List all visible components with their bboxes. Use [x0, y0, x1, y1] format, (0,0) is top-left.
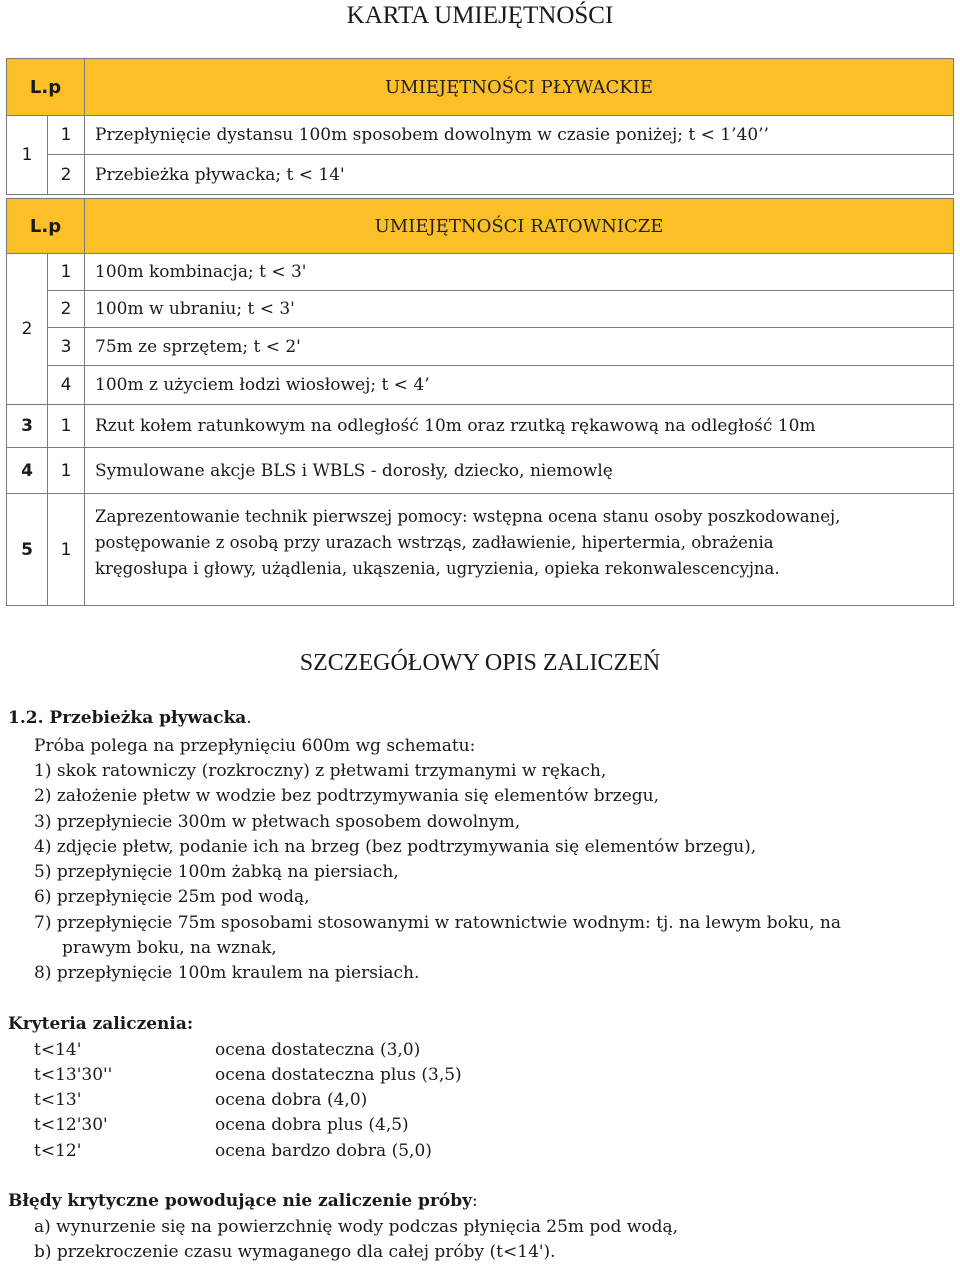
intro-text: Próba polega na przepłynięciu 600m wg schematu: [34, 736, 476, 756]
step-item: 5) przepłynięcie 100m żabką na piersiach, [34, 862, 399, 882]
errors-label-colon: : [472, 1191, 478, 1211]
item-text: Rzut kołem ratunkowym na odległość 10m oraz rzutką rękawową na odległość 10m [84, 404, 954, 448]
step-item: 1) skok ratowniczy (rozkroczny) z płetwami trzymanymi w rękach, [34, 761, 607, 781]
item-number: 3 [47, 327, 85, 366]
criteria-grade: ocena dobra (4,0) [215, 1090, 368, 1110]
item-text: 100m w ubraniu; t < 3' [84, 290, 954, 328]
error-item: a) wynurzenie się na powierzchnię wody podczas płynięcia 25m pod wodą, [34, 1217, 679, 1237]
errors-label-text: Błędy krytyczne powodujące nie zaliczenie próby [8, 1191, 473, 1211]
step-item: 6) przepłynięcie 25m pod wodą, [34, 887, 310, 907]
criteria-grade: ocena bardzo dobra (5,0) [215, 1141, 432, 1161]
text-line: kręgosłupa i głowy, użądlenia, ukąszenia, ugryzienia, opieka rekonwalescencyjna. [95, 559, 780, 578]
item-number: 4 [47, 365, 85, 405]
item-number: 1 [47, 447, 85, 494]
step-item: 7) przepłynięcie 75m sposobami stosowanymi w ratownictwie wodnym: tj. na lewym boku, na [34, 913, 841, 933]
item-number: 2 [47, 290, 85, 328]
errors-label [8, 1191, 478, 1211]
step-item: 8) przepłynięcie 100m kraulem na piersiach. [34, 963, 420, 983]
text-line: Zaprezentowanie technik pierwszej pomocy: wstępna ocena stanu osoby poszkodowanej, [95, 507, 841, 526]
lp-header-1: L.p [6, 58, 85, 116]
item-number: 2 [47, 154, 85, 195]
text-line: postępowanie z osobą przy urazach wstrząs, zadławienie, hipertermia, obrażenia [95, 533, 774, 552]
criteria-time: t<12' [34, 1141, 82, 1161]
item-text-multiline [84, 493, 954, 606]
row-number-1: 1 [6, 115, 48, 195]
step-item: 4) zdjęcie płetw, podanie ich na brzeg (bez podtrzymywania się elementów brzegu), [34, 837, 757, 857]
section-heading: SZCZEGÓŁOWY OPIS ZALICZEŃ [299, 650, 661, 676]
criteria-time: t<14' [34, 1040, 82, 1060]
item-text: Przebieżka pływacka; t < 14' [84, 154, 954, 195]
section-header-swimming: UMIEJĘTNOŚCI PŁYWACKIE [84, 58, 954, 116]
lp-header-2: L.p [6, 198, 85, 254]
error-item: b) przekroczenie czasu wymaganego dla całej próby (t<14'). [34, 1242, 556, 1262]
criteria-time: t<12'30' [34, 1115, 108, 1135]
criteria-grade: ocena dostateczna plus (3,5) [215, 1065, 462, 1085]
row-number-4: 4 [6, 447, 48, 494]
criteria-time: t<13'30'' [34, 1065, 113, 1085]
item-text: Symulowane akcje BLS i WBLS - dorosły, dziecko, niemowlę [84, 447, 954, 494]
item-number: 1 [47, 115, 85, 155]
step-item-continuation: prawym boku, na wznak, [62, 938, 277, 958]
item-number: 1 [47, 253, 85, 291]
criteria-grade: ocena dobra plus (4,5) [215, 1115, 409, 1135]
item-text: 75m ze sprzętem; t < 2' [84, 327, 954, 366]
row-number-5: 5 [6, 493, 48, 606]
criteria-label: Kryteria zaliczenia: [8, 1014, 194, 1034]
section-header-rescue: UMIEJĘTNOŚCI RATOWNICZE [84, 198, 954, 254]
criteria-grade: ocena dostateczna (3,0) [215, 1040, 421, 1060]
subheading-text: 1.2. Przebieżka pływacka [8, 708, 247, 728]
item-number: 1 [47, 493, 85, 606]
row-number-2: 2 [6, 253, 48, 405]
subheading-dot: . [246, 708, 252, 728]
item-text: 100m kombinacja; t < 3' [84, 253, 954, 291]
item-number: 1 [47, 404, 85, 448]
step-item: 2) założenie płetw w wodzie bez podtrzymywania się elementów brzegu, [34, 786, 660, 806]
criteria-time: t<13' [34, 1090, 82, 1110]
row-number-3: 3 [6, 404, 48, 448]
subheading [8, 708, 252, 728]
item-text: 100m z użyciem łodzi wiosłowej; t < 4’ [84, 365, 954, 405]
item-text: Przepłynięcie dystansu 100m sposobem dowolnym w czasie poniżej; t < 1’40’’ [84, 115, 954, 155]
step-item: 3) przepłyniecie 300m w płetwach sposobem dowolnym, [34, 812, 521, 832]
page-title: KARTA UMIEJĘTNOŚCI [346, 2, 614, 29]
